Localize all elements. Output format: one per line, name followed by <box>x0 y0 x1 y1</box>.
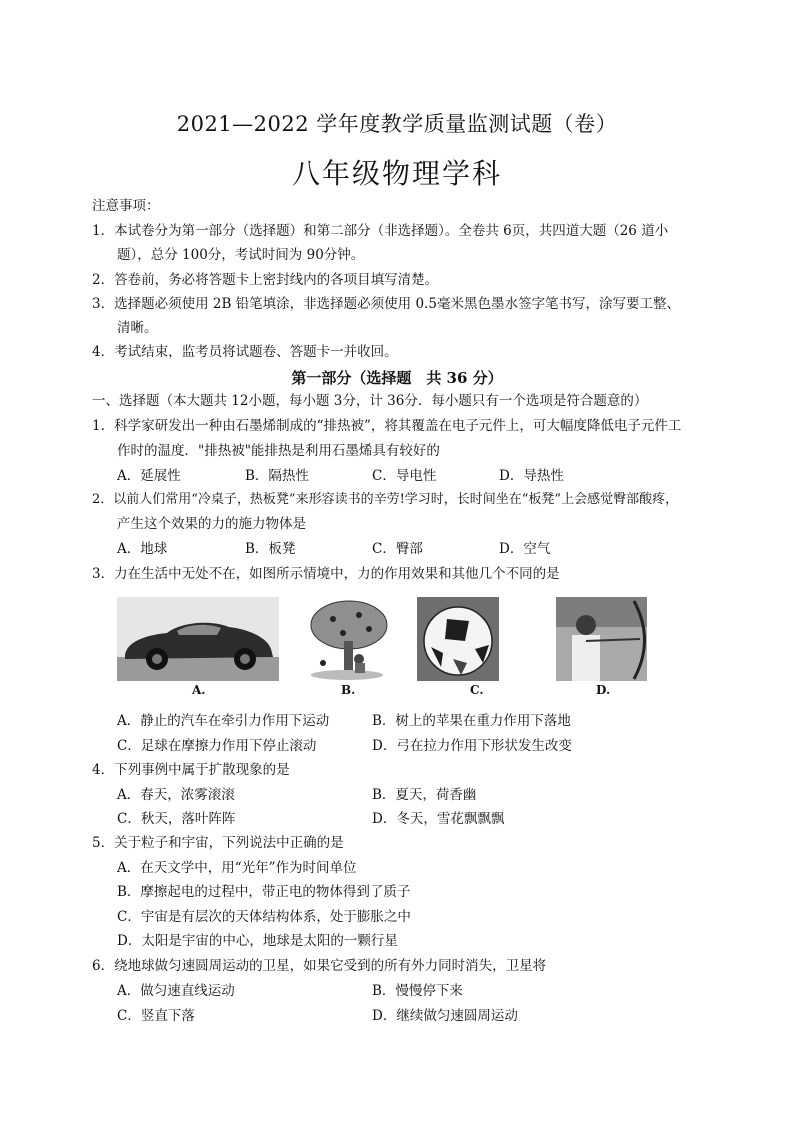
q4-option-c: C．秋天，落叶阵阵 <box>117 811 236 827</box>
part1-intro: 一、选择题（本大题共 12小题，每小题 3分，计 36分．每小题只有一个选项是符合题意的） <box>92 393 648 409</box>
q6-option-b: B．慢慢停下来 <box>372 983 463 999</box>
note-line: 2．答卷前，务必将答题卡上密封线内的各项目填写清楚。 <box>92 272 439 288</box>
q6-option-c: C．竖直下落 <box>117 1008 195 1024</box>
note-line: 3．选择题必须使用 2B 铅笔填涂，非选择题必须使用 0.5毫米黑色墨水签字笔书写，涂写要工整、 <box>92 296 680 312</box>
q6-option-a: A．做匀速直线运动 <box>117 983 235 999</box>
q5-option-d: D．太阳是宇宙的中心，地球是太阳的一颗行星 <box>117 933 398 949</box>
note-line: 清晰。 <box>117 320 158 336</box>
q3-option-a: A．静止的汽车在牵引力作用下运动 <box>117 713 330 729</box>
q2-option-d: D．空气 <box>499 541 551 557</box>
q5-option-a: A．在天文学中，用“光年”作为时间单位 <box>117 860 357 876</box>
q3-options-row2 <box>0 736 794 756</box>
q5-option-c: C．宇宙是有层次的天体结构体系，处于膨胀之中 <box>117 909 411 925</box>
soccer-ball-image <box>417 597 499 681</box>
q6-options-row2 <box>0 1006 794 1026</box>
q2-option-a: A．地球 <box>117 541 168 557</box>
q4-option-d: D．冬天，雪花飘飘飘 <box>372 811 505 827</box>
q1-stem-cont: 作时的温度．"排热被"能排热是利用石墨烯具有较好的 <box>117 443 440 459</box>
q1-option-c: C．导电性 <box>372 468 437 484</box>
q1-option-a: A．延展性 <box>117 468 181 484</box>
q1-option-d: D．导热性 <box>499 468 564 484</box>
q2-option-b: B．板凳 <box>245 541 296 557</box>
q3-options-row1 <box>0 711 794 731</box>
q3-stem: 3．力在生活中无处不在，如图所示情境中，力的作用效果和其他几个不同的是 <box>92 566 560 582</box>
q6-options-row1 <box>0 981 794 1001</box>
q2-stem: 2．以前人们常用“冷桌子，热板凳”来形容读书的辛劳!学习时，长时间坐在“板凳”上会感觉臀部酸疼， <box>92 492 679 507</box>
archer-image <box>556 597 647 681</box>
q5-option-b: B．摩擦起电的过程中，带正电的物体得到了质子 <box>117 884 411 900</box>
q1-stem: 1．科学家研发出一种由石墨烯制成的“排热被”，将其覆盖在电子元件上，可大幅度降低电子元件工 <box>92 418 682 434</box>
q4-options-row1 <box>0 785 794 805</box>
note-line: 题），总分 100分，考试时间为 90分钟。 <box>117 247 365 263</box>
q2-stem-cont: 产生这个效果的力的施力物体是 <box>117 516 306 532</box>
q3-option-b: B．树上的苹果在重力作用下落地 <box>372 713 571 729</box>
q4-stem: 4．下列事例中属于扩散现象的是 <box>92 762 290 778</box>
q1-option-b: B．隔热性 <box>245 468 309 484</box>
part1-title: 第一部分（选择题 共 36 分） <box>291 369 503 387</box>
q3-caption-c: C. <box>470 683 484 697</box>
apple-tree-image <box>303 597 391 681</box>
exam-title: 2021—2022 学年度教学质量监测试题（卷） <box>176 112 618 136</box>
q4-options-row2 <box>0 809 794 829</box>
subject-title: 八年级物理学科 <box>291 157 502 190</box>
q4-option-a: A．春天，浓雾滚滚 <box>117 787 235 803</box>
note-line: 1．本试卷分为第一部分（选择题）和第二部分（非选择题）。全卷共 6页，共四道大题（26 道小 <box>92 223 669 239</box>
car-image <box>117 597 279 681</box>
q3-caption-b: B. <box>341 683 356 697</box>
q3-option-c: C．足球在摩擦力作用下停止滚动 <box>117 738 317 754</box>
q4-option-b: B．夏天，荷香幽 <box>372 787 477 803</box>
q2-option-c: C．臀部 <box>372 541 423 557</box>
q5-stem: 5．关于粒子和宇宙，下列说法中正确的是 <box>92 835 344 851</box>
q3-caption-d: D. <box>596 683 611 697</box>
q3-caption-a: A. <box>192 683 206 697</box>
notes-heading: 注意事项： <box>92 198 160 214</box>
q3-option-d: D．弓在拉力作用下形状发生改变 <box>372 738 572 754</box>
q6-option-d: D．继续做匀速圆周运动 <box>372 1008 518 1024</box>
note-line: 4．考试结束，监考员将试题卷、答题卡一并收回。 <box>92 344 398 360</box>
q6-stem: 6．绕地球做匀速圆周运动的卫星，如果它受到的所有外力同时消失，卫星将 <box>92 958 547 974</box>
